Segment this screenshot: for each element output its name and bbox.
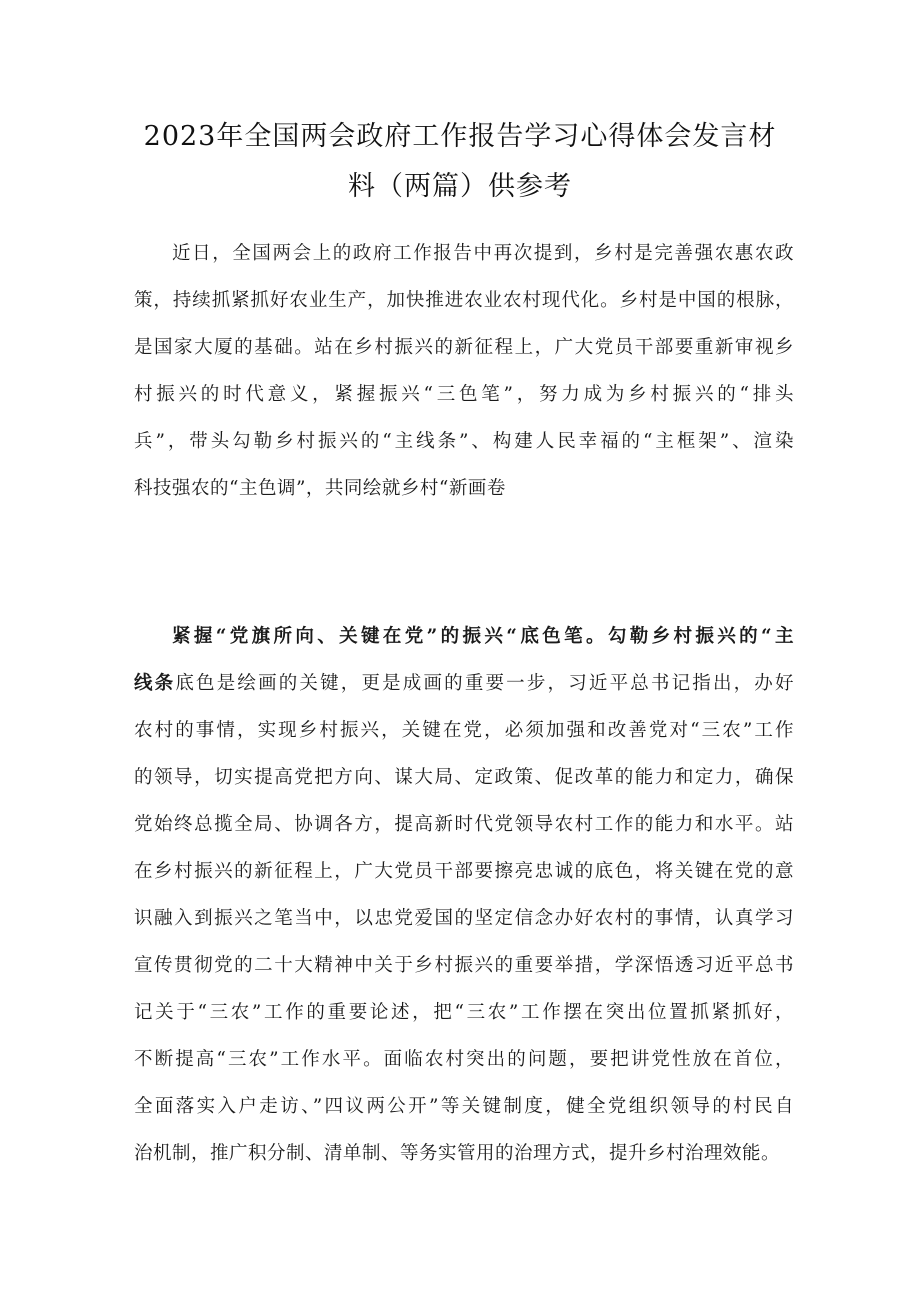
- paragraph-section-1: [134, 613, 794, 1177]
- paragraph-line: 党始终总揽全局、协调各方，提高新时代党领导农村工作的能力和水平。站: [134, 814, 794, 835]
- paragraph-line: 科技强农的“主色调”，共同绘就乡村“新画卷: [134, 478, 506, 499]
- paragraph-line: 近日，全国两会上的政府工作报告中再次提到，乡村是完善强农惠农政: [172, 243, 794, 264]
- paragraph-line: 全面落实入户走访、”四议两公开”等关键制度，健全党组织领导的村民自: [134, 1096, 794, 1117]
- paragraph-line: 是国家大厦的基础。站在乡村振兴的新征程上，广大党员干部要重新审视乡: [134, 337, 794, 358]
- section-heading-tail: 线条: [134, 673, 176, 694]
- paragraph-line: 农村的事情，实现乡村振兴，关键在党，必须加强和改善党对“三农”工作: [134, 720, 794, 741]
- paragraph-line: 记关于“三农”工作的重要论述，把“三农”工作摆在突出位置抓紧抓好，: [134, 1002, 794, 1023]
- section-heading-line: 紧握“党旗所向、关键在党”的振兴“底色笔。勾勒乡村振兴的“主: [172, 626, 794, 647]
- paragraph-line: 识融入到振兴之笔当中，以忠党爱国的坚定信念办好农村的事情，认真学习: [134, 908, 794, 929]
- paragraph-line: 治机制，推广积分制、清单制、等务实管用的治理方式，提升乡村治理效能。: [134, 1143, 781, 1164]
- paragraph-line: 的领导，切实提高党把方向、谋大局、定政策、促改革的能力和定力，确保: [134, 767, 794, 788]
- document-title-line-2: 料（两篇）供参考: [348, 171, 572, 202]
- paragraph-line-text: 底色是绘画的关键，更是成画的重要一步，习近平总书记指出，办好: [175, 673, 794, 694]
- paragraph-line: 兵”，带头勾勒乡村振兴的“主线条”、构建人民幸福的“主框架”、渲染: [134, 431, 794, 452]
- paragraph-line: 在乡村振兴的新征程上，广大党员干部要擦亮忠诚的底色，将关键在党的意: [134, 861, 794, 882]
- paragraph-line: [134, 660, 794, 707]
- paragraph-line: 村振兴的时代意义，紧握振兴“三色笔”，努力成为乡村振兴的“排头: [134, 384, 794, 405]
- paragraph-line: 宣传贯彻党的二十大精神中关于乡村振兴的重要举措，学深悟透习近平总书: [134, 955, 794, 976]
- document-title-line-1: 2023年全国两会政府工作报告学习心得体会发言材: [143, 121, 777, 152]
- paragraph-line: 不断提高“三农”工作水平。面临农村突出的问题，要把讲党性放在首位，: [134, 1049, 794, 1070]
- paragraph-line: 策，持续抓紧抓好农业生产，加快推进农业农村现代化。乡村是中国的根脉，: [134, 290, 794, 311]
- paragraph-intro: [134, 230, 794, 512]
